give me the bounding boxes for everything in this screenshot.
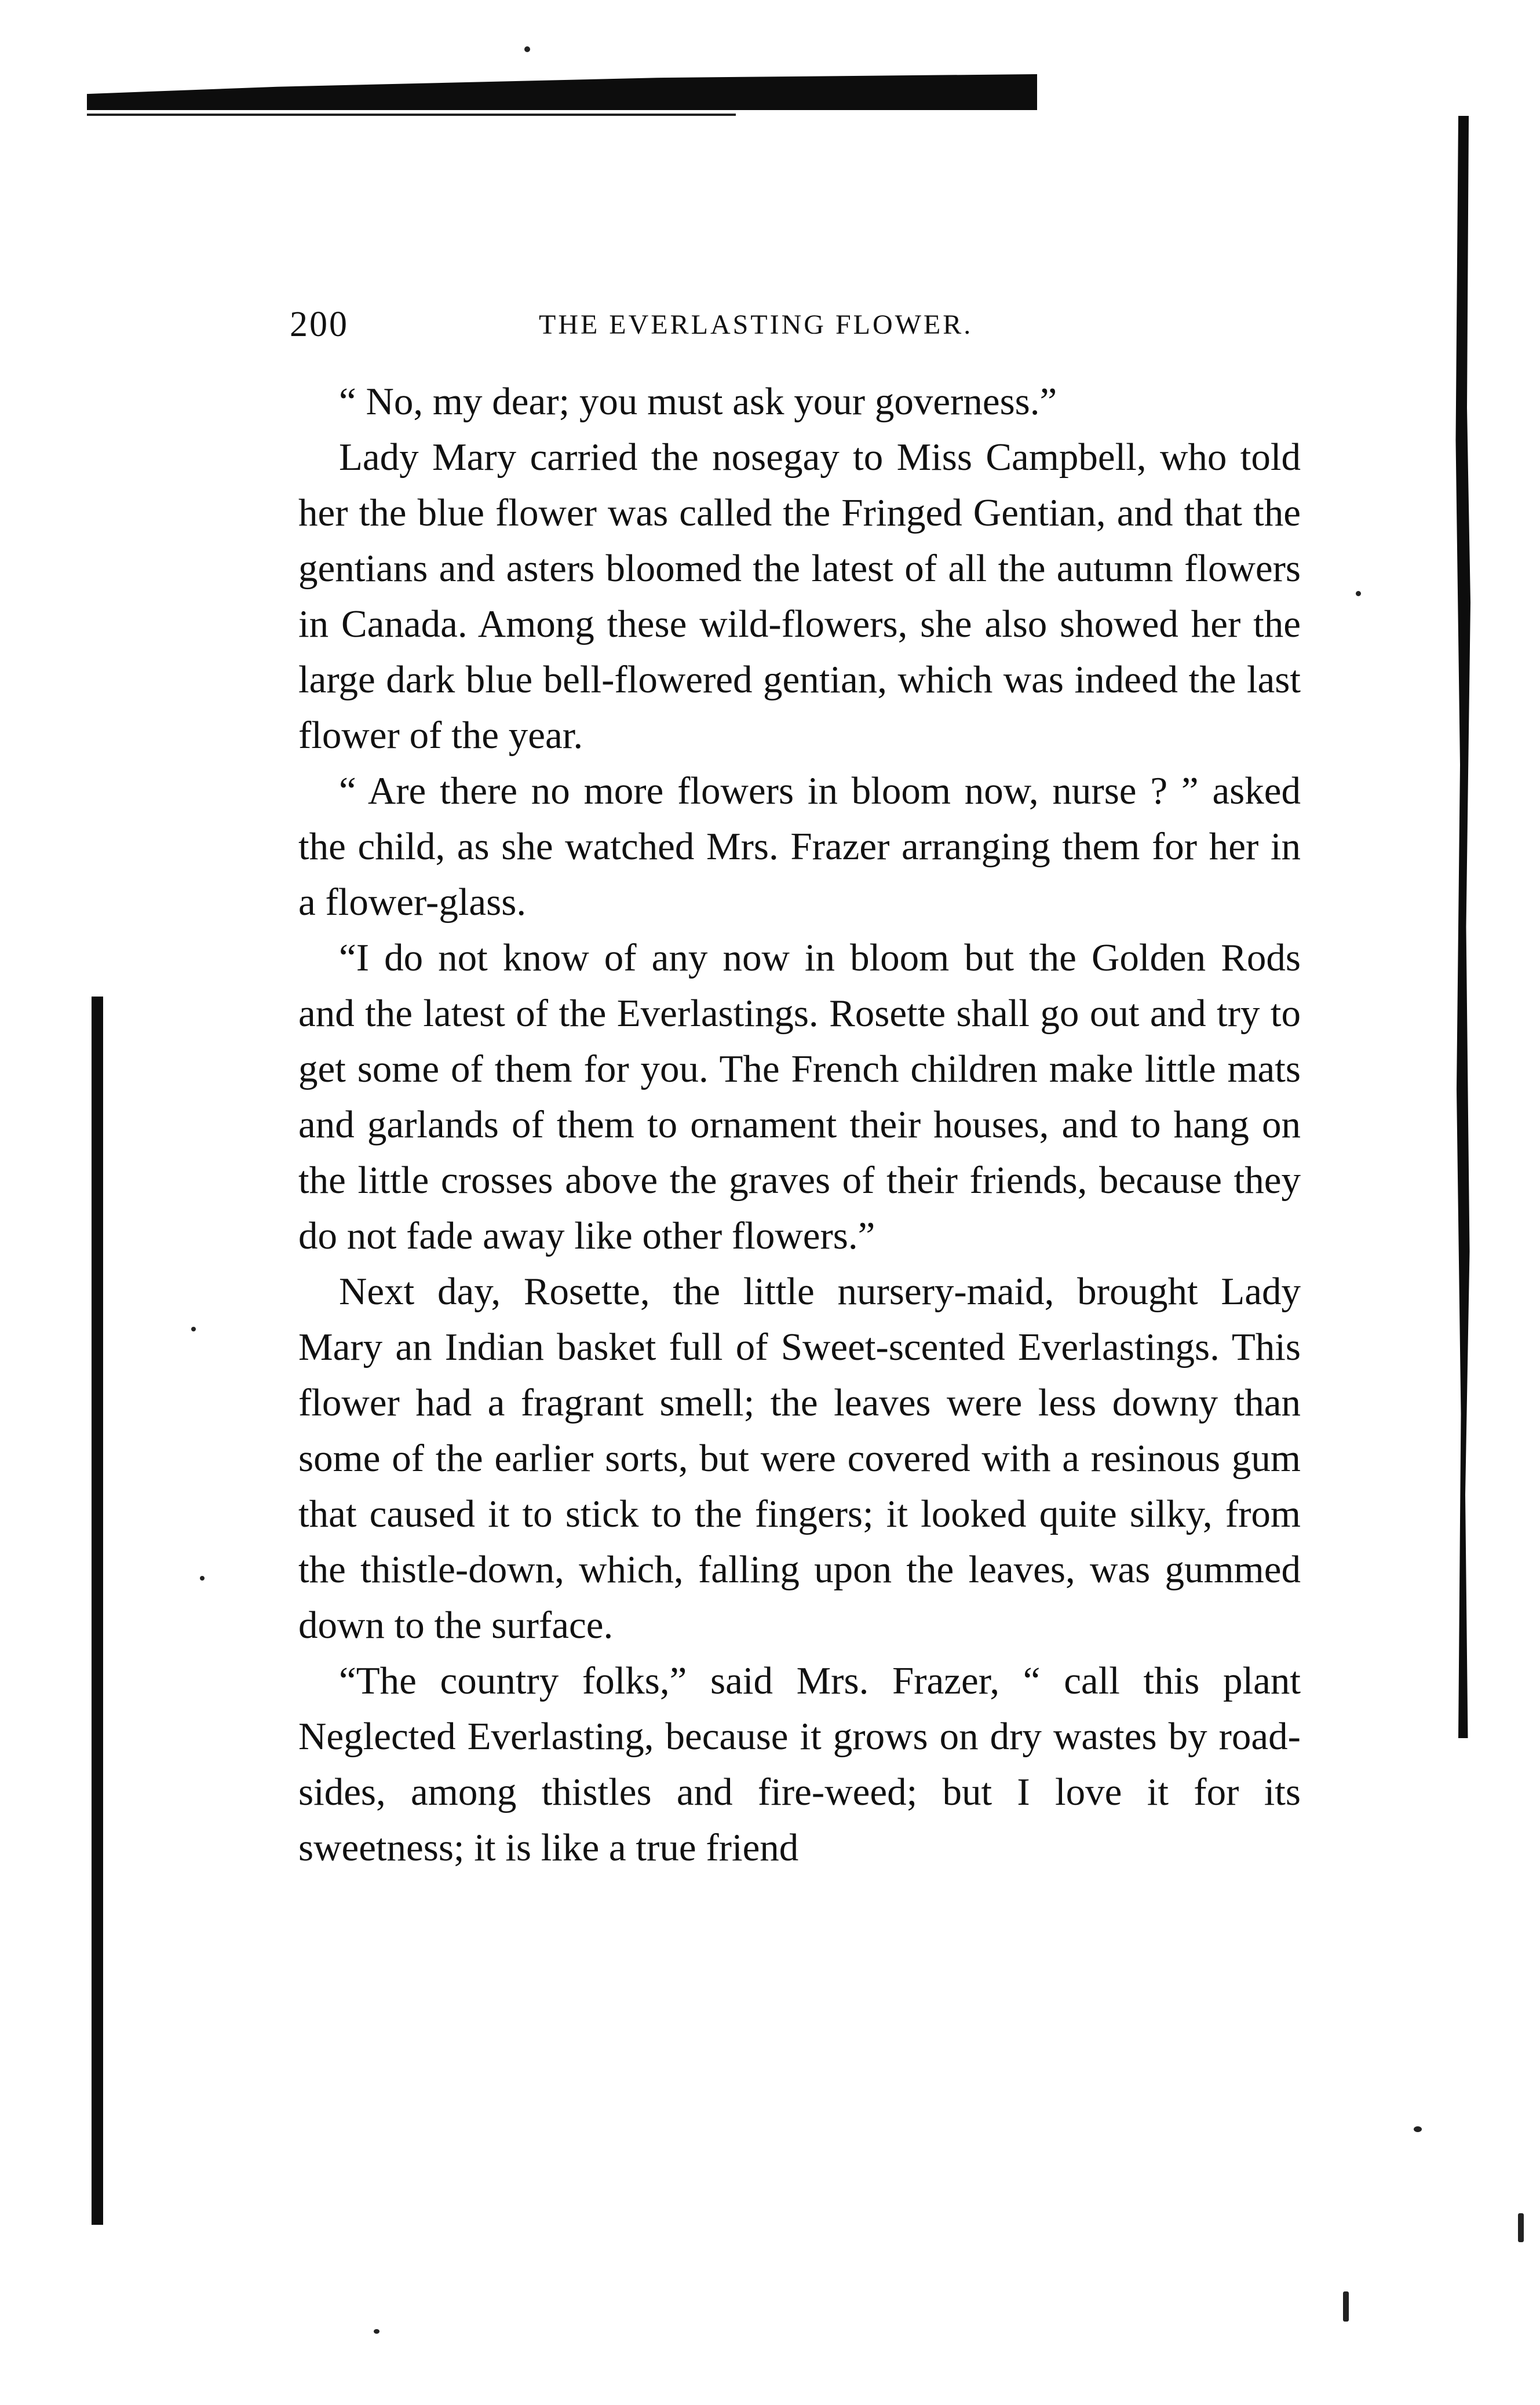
scan-speck (1343, 2291, 1349, 2322)
scan-speck (1414, 2126, 1422, 2132)
page-number: 200 (290, 305, 349, 344)
running-title: THE EVERLASTING FLOWER. (539, 309, 973, 340)
left-margin-shadow (92, 997, 103, 2225)
scan-speck (1356, 591, 1361, 596)
running-head (290, 304, 1298, 356)
scan-speck (1518, 2213, 1524, 2242)
paragraph: “I do not know of any now in bloom but the Golden Rods and the latest of the Everlastings. Rosette shall go out and try to get some of them for you. The French children make little mats and garlands of them to ornament their houses, and to hang on the little crosses above the graves of their friends, because they do not fade away like other flowers.” (298, 936, 1301, 1257)
scan-speck (374, 2329, 379, 2334)
scan-edge-line (87, 114, 736, 116)
right-margin-shadow (1453, 116, 1470, 1738)
paragraph: “ No, my dear; you must ask your governess.” (339, 380, 1057, 423)
body-text (298, 374, 1301, 1875)
paragraph: “The country folks,” said Mrs. Frazer, “ call this plant Neglected Everlasting, because it grows on dry wastes by road-sides, among thistles and fire-weed; but I love it for its sweetness; it is like a true friend (298, 1659, 1301, 1869)
scan-speck (200, 1576, 205, 1581)
scan-speck (524, 46, 530, 52)
scan-edge-artifact (87, 74, 1037, 110)
paragraph: Next day, Rosette, the little nursery-maid, brought Lady Mary an Indian basket full of Sweet-scented Everlastings. This flower had a fragrant smell; the leaves were less downy than some of the earlier sorts, but were covered with a resinous gum that caused it to stick to the fingers; it looked quite silky, from the thistle-down, which, falling upon the leaves, was gummed down to the surface. (298, 1270, 1301, 1647)
paragraph: Lady Mary carried the nosegay to Miss Campbell, who told her the blue flower was called the Fringed Gentian, and that the gentians and asters bloomed the latest of all the autumn flowers in Canada. Among these wild-flowers, she also showed her the large dark blue bell-flowered gentian, which was indeed the last flower of the year. (298, 436, 1301, 757)
scan-speck (191, 1327, 196, 1331)
paragraph: “ Are there no more flowers in bloom now, nurse ? ” asked the child, as she watched Mrs. Frazer arranging them for her in a flower-glass. (298, 769, 1301, 924)
